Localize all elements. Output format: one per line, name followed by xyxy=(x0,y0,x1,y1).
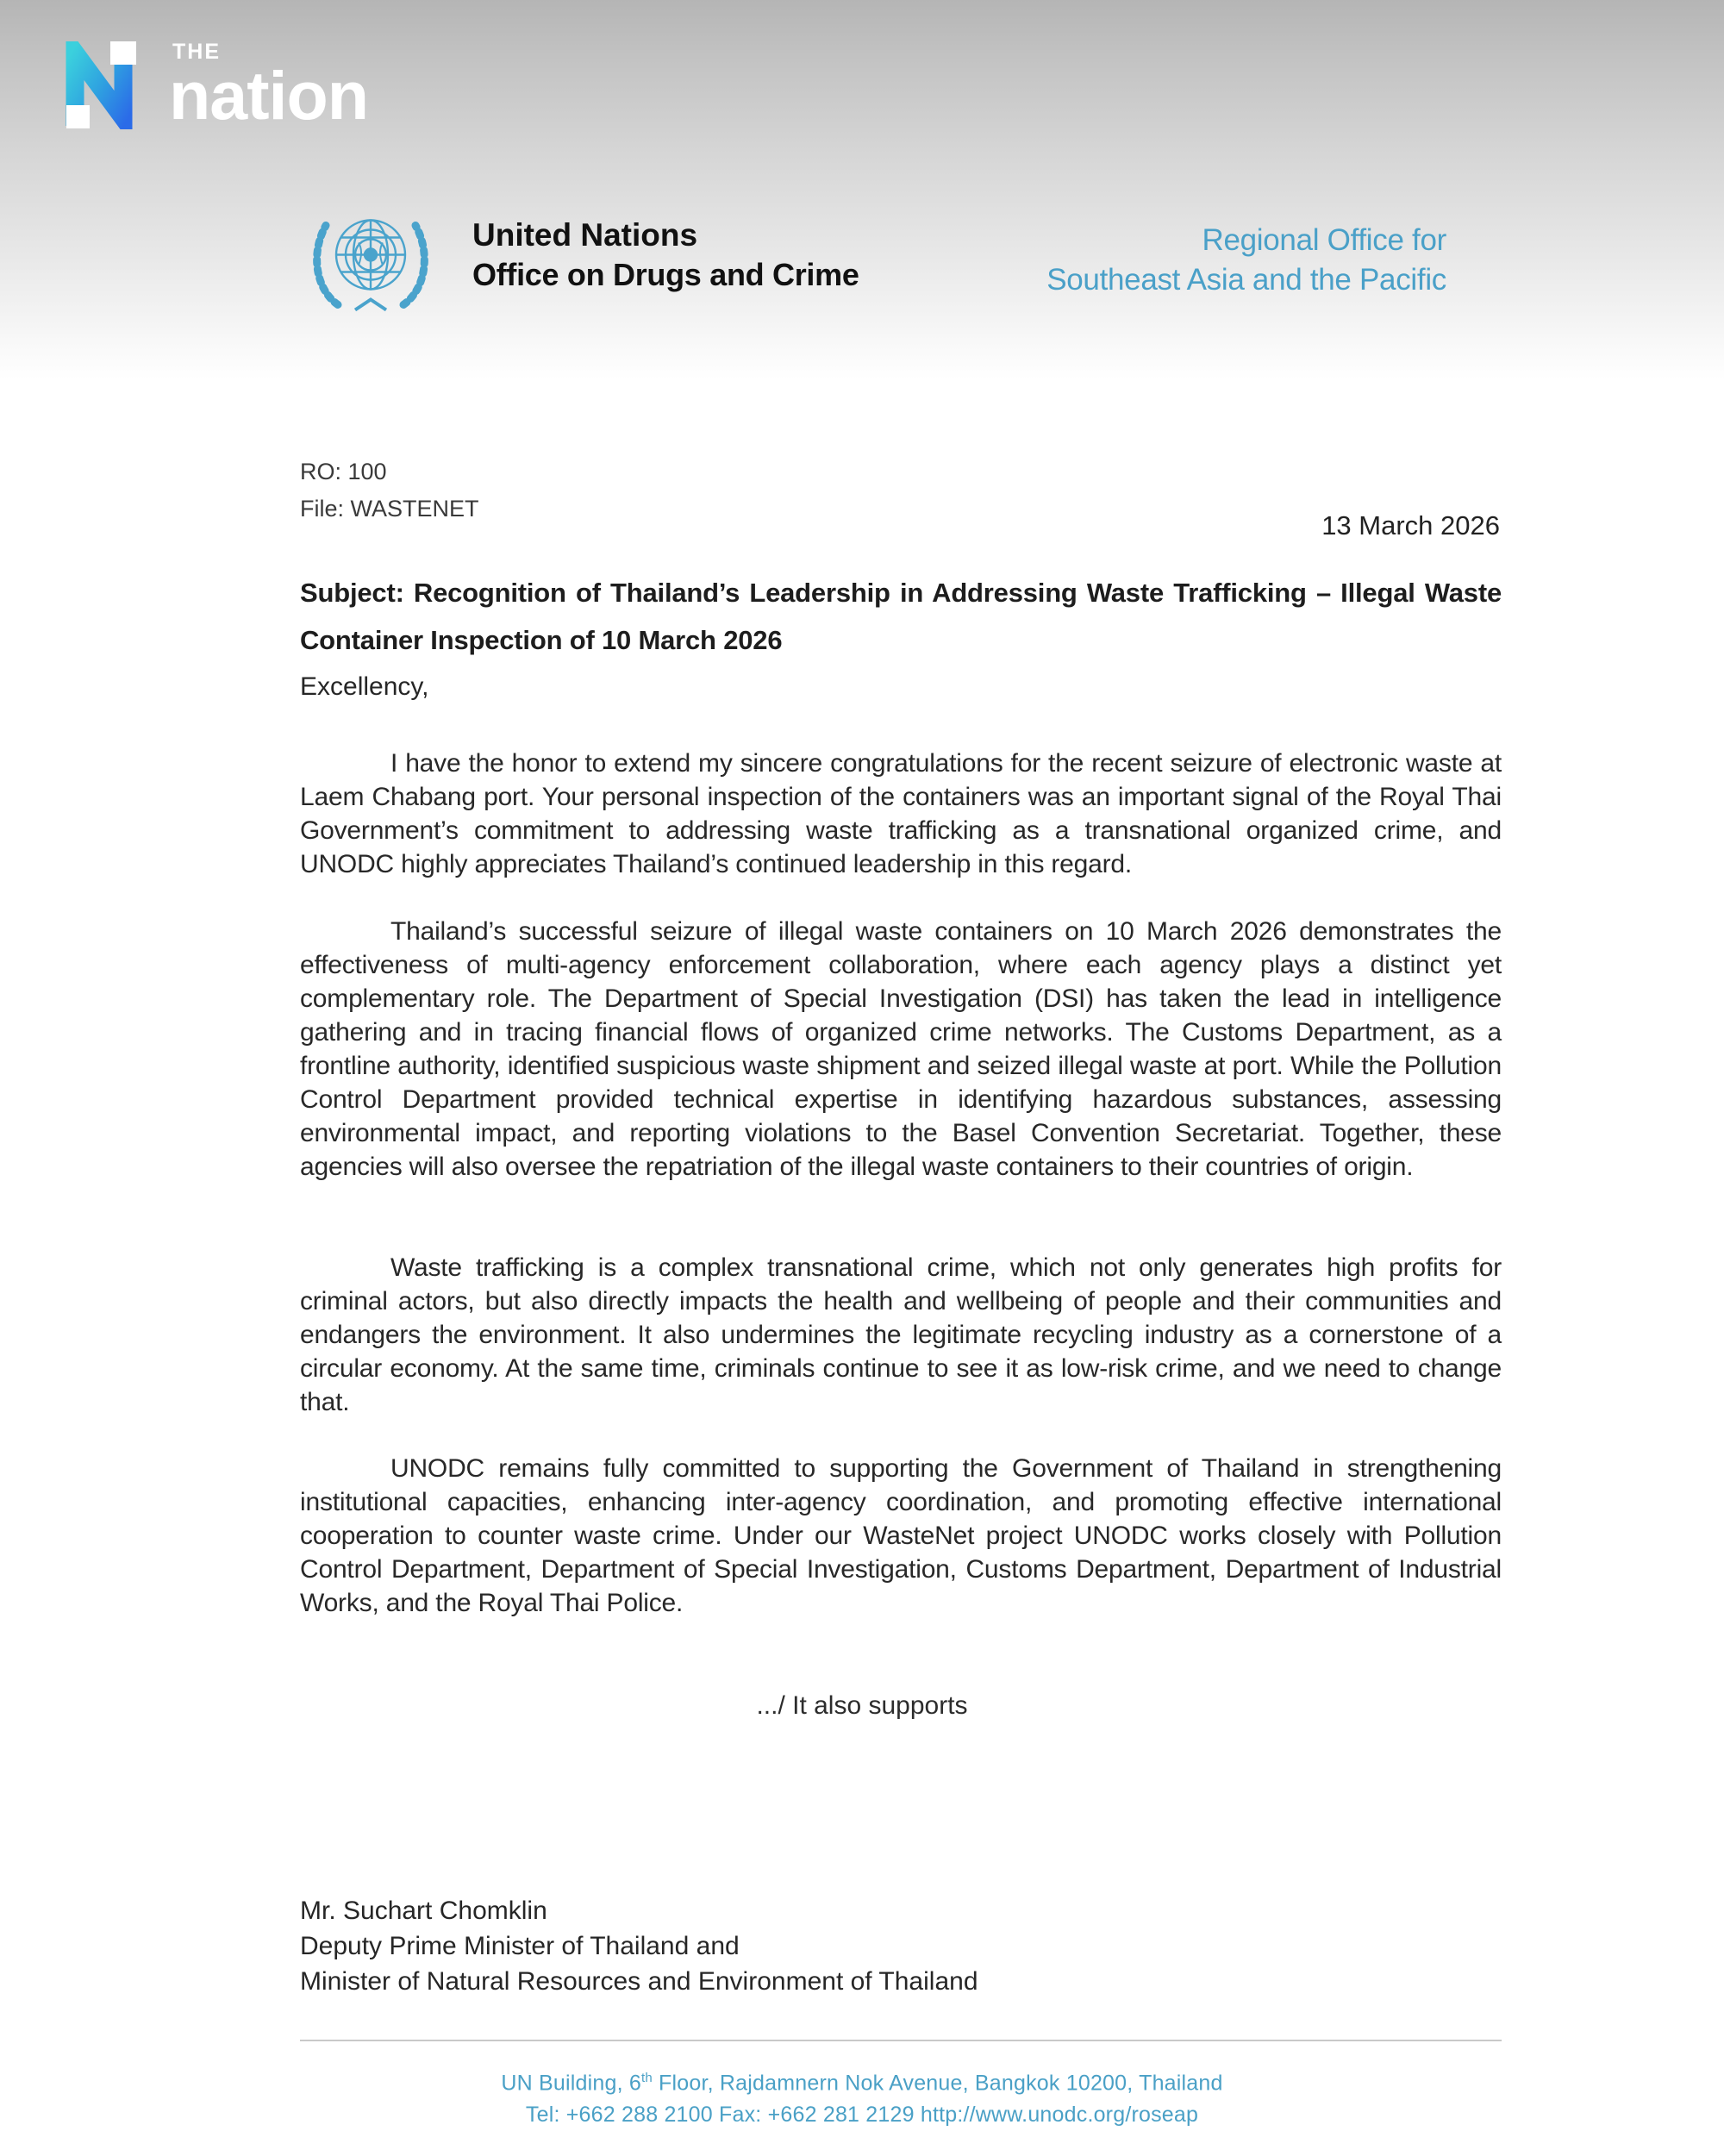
signatory-name: Mr. Suchart Chomklin xyxy=(300,1897,547,1925)
paragraph-3: Waste trafficking is a complex transnational crime, which not only generates high profits for criminal actors, but also directly impacts the health and wellbeing of people and their communities and endangers the environment. It also undermines the legitimate recycling industry as a cornerstone of a circular economy. At the same time, criminals continue to see it as low-risk crime, and we need to change that. xyxy=(300,1253,1502,1416)
nation-n-icon xyxy=(66,41,138,129)
paragraph-4: UNODC remains fully committed to supporting the Government of Thailand in strengthening institutional capacities, enhancing inter-agency coordination, and promoting effective international cooperation to counter waste crime. Under our WasteNet project UNODC works closely with Pollution Control Department, Department of Special Investigation, Customs Department, Department of Industrial Works, and the Royal Thai Police. xyxy=(300,1454,1502,1617)
signature-block xyxy=(300,1893,978,1999)
footer-address-suffix: Floor, Rajdamnern Nok Avenue, Bangkok 10200, Thailand xyxy=(652,2071,1223,2096)
letter-body xyxy=(300,0,1502,2156)
signatory-title-2: Minister of Natural Resources and Environment of Thailand xyxy=(300,1967,978,1996)
regional-office-line1: Regional Office for xyxy=(1202,223,1446,257)
subject-line: Subject: Recognition of Thailand’s Leadership in Addressing Waste Trafficking – Illegal Waste Container Inspection of 10 March 2026 xyxy=(300,578,1502,655)
letterhead-footer xyxy=(0,2062,1724,2131)
signatory-title-1: Deputy Prime Minister of Thailand and xyxy=(300,1932,740,1960)
brand-name-label: nation xyxy=(169,57,368,134)
reference-block xyxy=(300,453,479,528)
ref-ro: RO: 100 xyxy=(300,459,387,484)
brand-the-label: THE xyxy=(172,40,221,64)
paragraph-1: I have the honor to extend my sincere congratulations for the recent seizure of electronic waste at Laem Chabang port. Your personal inspection of the containers was an important signal of the Royal Thai Government’s commitment to addressing waste trafficking as a transnational organized crime, and UNODC highly appreciates Thailand’s continued leadership in this regard. xyxy=(300,749,1502,878)
continuation-marker: .../ It also supports xyxy=(756,1691,968,1720)
regional-office-line2: Southeast Asia and the Pacific xyxy=(1046,263,1446,297)
org-name: United Nations xyxy=(472,217,698,253)
salutation: Excellency, xyxy=(300,672,429,701)
footer-divider xyxy=(300,2040,1502,2041)
footer-address-ordinal: th xyxy=(640,2071,653,2085)
letter-date: 13 March 2026 xyxy=(1321,510,1500,541)
org-dept: Office on Drugs and Crime xyxy=(472,257,859,292)
footer-address-prefix: UN Building, 6 xyxy=(501,2071,641,2096)
footer-address-line xyxy=(0,2062,1724,2099)
paragraph-2: Thailand’s successful seizure of illegal waste containers on 10 March 2026 demonstrates the effectiveness of multi-agency enforcement collaboration, where each agency plays a distinct yet complementary role. The Department of Special Investigation (DSI) has taken the lead in intelligence gathering and in tracing financial flows of organized crime networks. The Customs Department, as a frontline authority, identified suspicious waste shipment and seized illegal waste at port. While the Pollution Control Department provided technical expertise in identifying hazardous substances, assessing environmental impact, and reporting violations to the Basel Convention Secretariat. Together, these agencies will also oversee the repatriation of the illegal waste containers to their countries of origin. xyxy=(300,917,1502,1181)
ref-file: File: WASTENET xyxy=(300,496,479,522)
footer-contact-line: Tel: +662 288 2100 Fax: +662 281 2129 http://www.unodc.org/roseap xyxy=(525,2103,1199,2128)
